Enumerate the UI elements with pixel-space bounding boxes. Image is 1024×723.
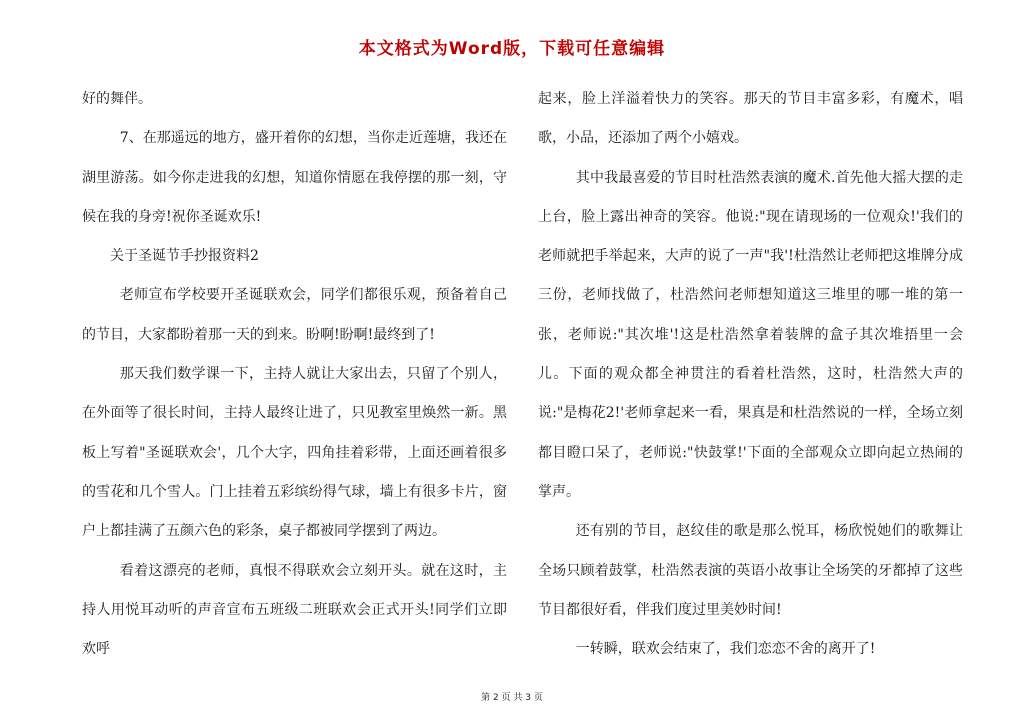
paragraph: 7、在那遥远的地方，盛开着你的幻想，当你走近莲塘，我还在湖里游荡。如今你走进我的幻想，知道你情愿在我停摆的那一刻，守候在我的身旁!祝你圣诞欢乐! — [82, 130, 507, 225]
right-column — [538, 80, 963, 669]
section-heading: 关于圣诞节手抄报资料2 — [110, 248, 259, 265]
paragraph: 其中我最喜爱的节目时杜浩然表演的魔术.首先他大摇大摆的走上台，脸上露出神奇的笑容。他说:"现在请现场的一位观众!'我们的老师就把手举起来，大声的说了一声"我'!杜浩然让老师把这堆牌分成三份，老师找做了，杜浩然问老师想知道这三堆里的哪一堆的第一张，老师说:"其次堆'!这是杜浩然拿着装牌的盒子其次堆捂里一会儿。下面的观众都全神贯注的看着杜浩然，这时，杜浩然大声的说:"是梅花2!'老师拿起来一看，果真是和杜浩然说的一样，全场立刻都目瞪口呆了，老师说:"快鼓掌!'下面的全部观众立即向起立热闹的掌声。 — [538, 169, 963, 500]
watermark-banner: 本文格式为Word版，下载可任意编辑 — [358, 39, 666, 59]
paragraph: 起来，脸上洋溢着快力的笑容。那天的节目丰富多彩，有魔术，唱歌，小品，还添加了两个小嬉戏。 — [538, 91, 963, 147]
paragraph: 老师宣布学校要开圣诞联欢会，同学们都很乐观，预备着自己的节目，大家都盼着那一天的到来。盼啊!盼啊!最终到了! — [82, 287, 507, 343]
paragraph: 好的舞伴。 — [82, 91, 152, 107]
left-column — [82, 80, 507, 669]
paragraph: 那天我们数学课一下，主持人就让大家出去，只留了个别人，在外面等了很长时间，主持人最终让进了，只见教室里焕然一新。黑板上写着"圣诞联欢会'，几个大字，四角挂着彩带，上面还画着很多的雪花和几个雪人。门上挂着五彩缤纷得气球，墙上有很多卡片，窗户上都挂满了五颜六色的彩条，桌子都被同学摆到了两边。 — [82, 366, 507, 540]
paragraph: 一转瞬，联欢会结束了，我们恋恋不舍的离开了! — [575, 641, 876, 658]
paragraph: 看着这漂亮的老师，真恨不得联欢会立刻开头。就在这时，主持人用悦耳动听的声音宣布五班级二班联欢会正式开头!同学们立即欢呼 — [82, 562, 507, 658]
paragraph: 还有别的节目，赵纹佳的歌是那么悦耳，杨欣悦她们的歌舞让全场只顾着鼓掌，杜浩然表演的英语小故事让全场笑的牙都掉了这些节目都很好看，伴我们度过里美妙时间! — [538, 523, 963, 618]
page-number: 第 2 页 共 3 页 — [481, 693, 543, 703]
